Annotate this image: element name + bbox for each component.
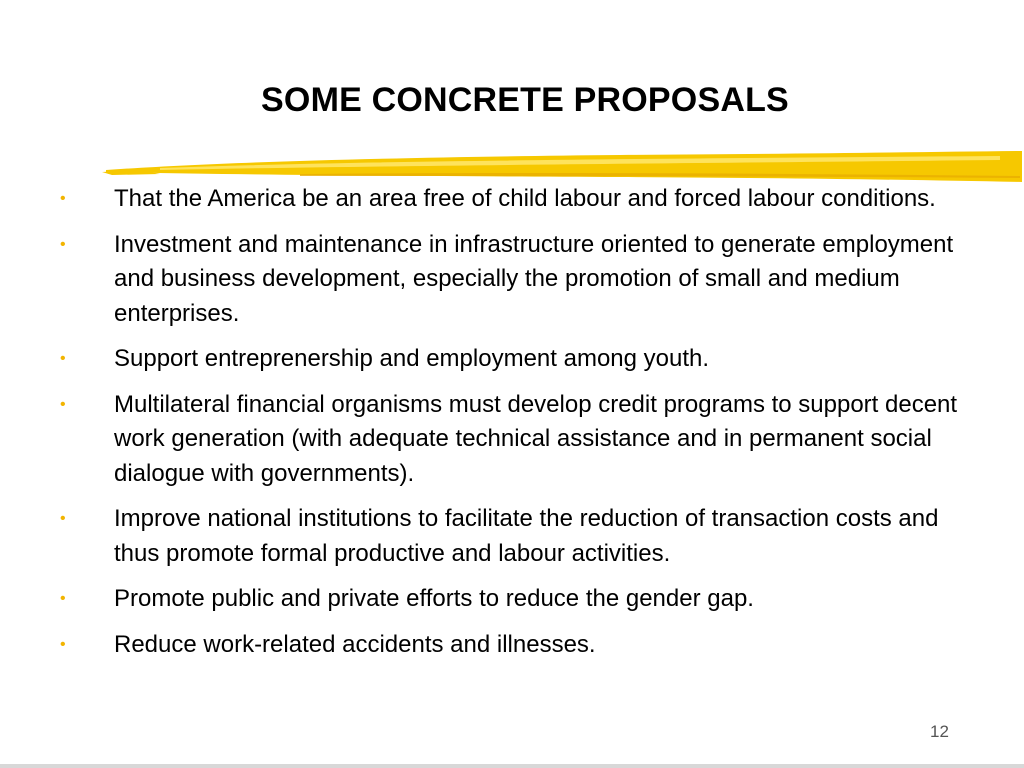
proposal-item bbox=[60, 502, 960, 571]
proposal-text: Multilateral financial organisms must develop credit programs to support decent work generation (with adequate technical assistance and in permanent social dialogue with governments). bbox=[114, 390, 958, 487]
proposal-text: Reduce work-related accidents and illnesses. bbox=[114, 630, 596, 658]
proposal-item bbox=[60, 628, 960, 663]
page-number: 12 bbox=[930, 722, 949, 741]
proposal-text: Investment and maintenance in infrastructure oriented to generate employment and business development, especially the promotion of small and medium enterprises. bbox=[114, 230, 954, 327]
proposal-item bbox=[60, 182, 960, 217]
proposal-text: That the America be an area free of child labour and forced labour conditions. bbox=[114, 185, 936, 212]
bullet-dot-icon: • bbox=[60, 235, 66, 253]
proposal-text: Promote public and private efforts to reduce the gender gap. bbox=[114, 585, 754, 612]
bullet-dot-icon: • bbox=[60, 590, 66, 607]
proposals-list bbox=[60, 182, 960, 673]
proposal-text: Improve national institutions to facilitate the reduction of transaction costs and thus promote formal productive and labour activities. bbox=[114, 505, 939, 567]
bullet-dot-icon: • bbox=[60, 190, 66, 207]
footer-divider bbox=[0, 764, 1024, 768]
proposal-item bbox=[60, 228, 960, 332]
proposal-item bbox=[60, 388, 960, 492]
proposal-item bbox=[60, 582, 960, 617]
slide-title: SOME CONCRETE PROPOSALS bbox=[261, 81, 789, 119]
bullet-dot-icon: • bbox=[60, 350, 66, 367]
proposal-text: Support entreprenership and employment among youth. bbox=[114, 345, 710, 372]
proposal-item bbox=[60, 342, 960, 377]
bullet-dot-icon: • bbox=[60, 635, 66, 653]
bullet-dot-icon: • bbox=[60, 510, 66, 527]
bullet-dot-icon: • bbox=[60, 395, 66, 413]
